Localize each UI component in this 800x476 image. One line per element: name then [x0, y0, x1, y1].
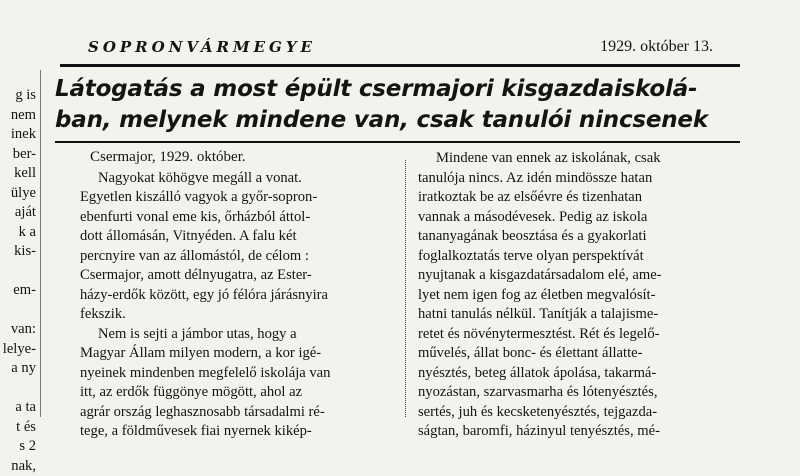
headline-rule	[55, 141, 740, 143]
text-line: retet és növénytermesztést. Rét és legelő-	[418, 325, 743, 345]
article-headline	[55, 74, 745, 136]
text-line: Csermajor, amott délnyugatra, az Ester-	[80, 266, 380, 286]
text-line: nyozástan, szarvasmarha és lótenyésztés,	[418, 383, 743, 403]
margin-fragment: g is	[0, 86, 40, 106]
margin-fragment: lelye-	[0, 340, 40, 360]
text-line: Mindene van ennek az iskolának, csak	[418, 149, 743, 169]
text-line: házy-erdők között, egy jó félóra járásnyira	[80, 286, 380, 306]
text-line: percnyire van az állomástól, de célom :	[80, 247, 380, 267]
text-line: tananyagának beosztása és a gyakorlati	[418, 227, 743, 247]
text-line: Nagyokat köhögve megáll a vonat.	[80, 169, 380, 189]
headline-line-1: Látogatás a most épült csermajori kisgazdaiskolá-	[55, 74, 745, 105]
dateline: Csermajor, 1929. október.	[90, 149, 246, 166]
text-line: tege, a földművesek fiai nyernek kikép-	[80, 422, 380, 442]
margin-fragment: kell	[0, 164, 40, 184]
margin-fragment	[0, 301, 40, 321]
text-line: dott állomásán, Vitnyéden. A falu két	[80, 227, 380, 247]
text-line: nyésztés, beteg állatok ápolása, takarmá-	[418, 364, 743, 384]
masthead-rule	[60, 64, 740, 67]
margin-fragment: nem	[0, 106, 40, 126]
text-line: ságtan, baromfi, házinyul tenyésztés, mé-	[418, 422, 743, 442]
margin-fragment: em-	[0, 281, 40, 301]
text-line: agrár ország leghasznosabb társadalmi ré-	[80, 403, 380, 423]
spacer	[80, 149, 380, 169]
column-divider	[405, 160, 406, 417]
margin-fragment: a ta	[0, 398, 40, 418]
margin-fragment	[0, 262, 40, 282]
margin-fragment: van:	[0, 320, 40, 340]
text-line: tanulója nincs. Az idén mindössze hatan	[418, 169, 743, 189]
left-margin-fragments	[0, 86, 40, 476]
text-line: itt, az erdők függönye mögött, ahol az	[80, 383, 380, 403]
margin-fragment: a ny	[0, 359, 40, 379]
newspaper-name: SOPRONVÁRMEGYE	[88, 38, 316, 56]
text-line: Egyetlen kiszálló vagyok a győr-sopron-	[80, 188, 380, 208]
margin-fragment: k a	[0, 223, 40, 243]
margin-fragment: ülye	[0, 184, 40, 204]
margin-fragment: t és	[0, 418, 40, 438]
text-line: Nem is sejti a jámbor utas, hogy a	[80, 325, 380, 345]
text-line: fekszik.	[80, 305, 380, 325]
text-line: iratkoztak be az elsőévre és tizenhatan	[418, 188, 743, 208]
article-column-1	[80, 149, 380, 442]
text-line: vannak a másodévesek. Pedig az iskola	[418, 208, 743, 228]
margin-fragment: ber-	[0, 145, 40, 165]
margin-fragment: kis-	[0, 242, 40, 262]
margin-fragment	[0, 379, 40, 399]
margin-fragment: nak,	[0, 457, 40, 476]
masthead	[88, 38, 713, 60]
issue-date: 1929. október 13.	[600, 38, 713, 56]
text-line: hatni tanulás nélkül. Tanítják a talajisme-	[418, 305, 743, 325]
article-column-2	[418, 149, 743, 442]
text-line: nyujtanak a kisgazdatársadalom elé, ame-	[418, 266, 743, 286]
margin-fragment: s 2	[0, 437, 40, 457]
text-line: nyeinek mindenben megfelelő iskolája van	[80, 364, 380, 384]
margin-fragment: aját	[0, 203, 40, 223]
text-line: sertés, juh és kecsketenyésztés, tejgazda-	[418, 403, 743, 423]
text-line: lyet nem igen fog az életben megvalósít-	[418, 286, 743, 306]
headline-line-2: ban, melynek mindene van, csak tanulói nincsenek	[55, 105, 745, 136]
text-line: Magyar Állam milyen modern, a kor igé-	[80, 344, 380, 364]
text-line: foglalkoztatás terve olyan perspektívát	[418, 247, 743, 267]
text-line: művelés, állat bonc- és élettant állatte-	[418, 344, 743, 364]
text-line: ebenfurti vonal eme kis, őrházból áttol-	[80, 208, 380, 228]
margin-fragment: inek	[0, 125, 40, 145]
margin-divider	[40, 70, 41, 417]
